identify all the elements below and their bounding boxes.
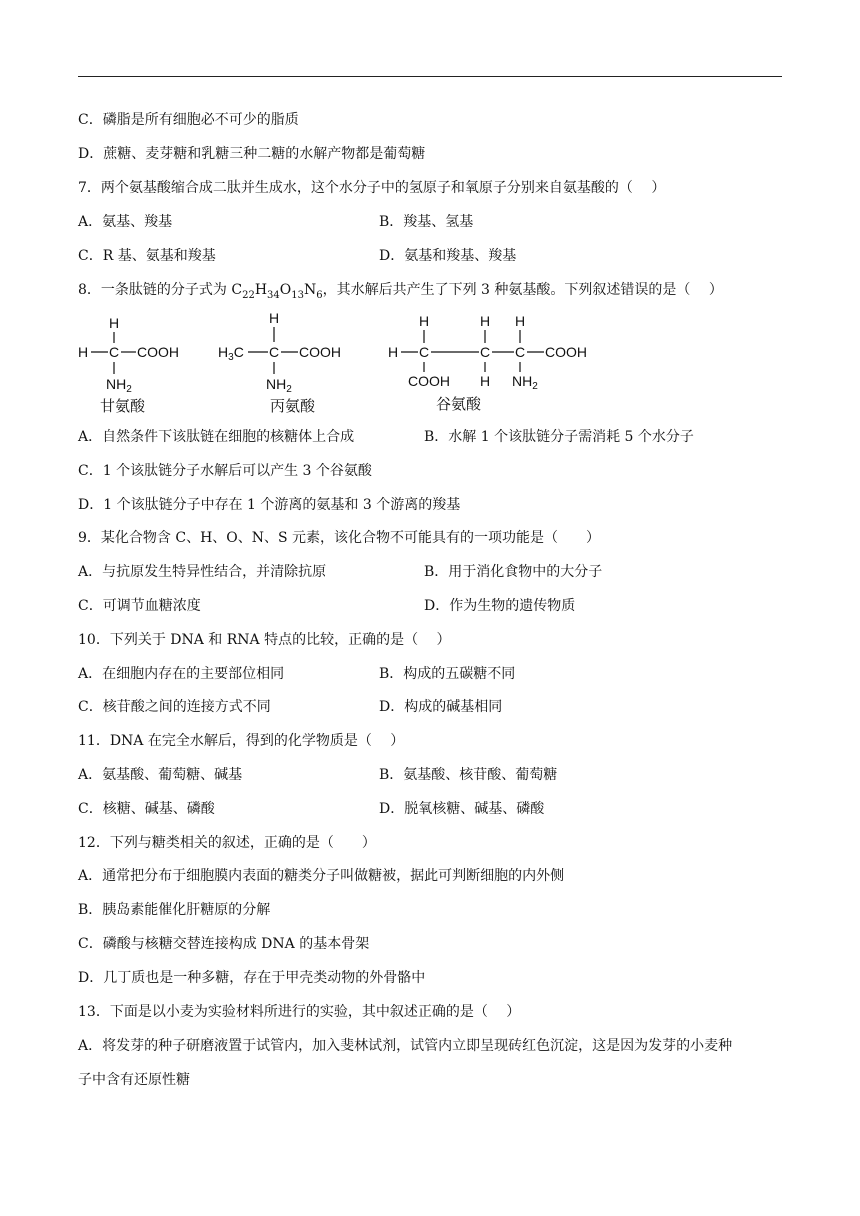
option-9b: B．用于消化食物中的大分子 xyxy=(424,564,603,580)
option-10b: B．构成的五碳糖不同 xyxy=(379,666,516,682)
option-6d: D．蔗糖、麦芽糖和乳糖三种二糖的水解产物都是葡萄糖 xyxy=(78,146,426,162)
glutamate-nh2: $NH_2$ xyxy=(512,373,538,392)
glycine-h-top: H xyxy=(109,315,120,331)
option-13a-line2: 子中含有还原性糖 xyxy=(78,1072,190,1088)
option-9c: C．可调节血糖浓度 xyxy=(78,598,201,614)
alanine-cooh: COOH xyxy=(299,344,341,360)
option-7b: B．羧基、氢基 xyxy=(379,214,474,230)
question-9: 9．某化合物含 C、H、O、N、S 元素，该化合物不可能具有的一项功能是（ ） xyxy=(78,530,601,546)
question-7: 7．两个氨基酸缩合成二肽并生成水，这个水分子中的氢原子和氧原子分别来自氨基酸的（ ） xyxy=(78,180,666,196)
option-12d: D．几丁质也是一种多糖，存在于甲壳类动物的外骨骼中 xyxy=(78,970,426,986)
glycine-h-left: H xyxy=(78,344,89,360)
question-12: 12．下列与糖类相关的叙述，正确的是（ ） xyxy=(78,835,376,851)
alanine-c: C xyxy=(269,344,280,360)
option-11d: D．脱氧核糖、碱基、磷酸 xyxy=(379,801,545,817)
option-8d: D．1 个该肽链分子中存在 1 个游离的氨基和 3 个游离的羧基 xyxy=(78,497,461,513)
option-11b: B．氨基酸、核苷酸、葡萄糖 xyxy=(379,767,558,783)
option-7a: A．氨基、羧基 xyxy=(78,214,173,230)
alanine-structure xyxy=(216,312,356,418)
glutamate-cooh-bottom: COOH xyxy=(408,373,450,389)
glutamate-h-left: H xyxy=(388,344,399,360)
glycine-c: C xyxy=(109,344,120,360)
glutamate-c1: C xyxy=(419,344,430,360)
glutamate-h-top-3: H xyxy=(515,313,526,329)
option-7d: D．氨基和羧基、羧基 xyxy=(379,248,517,264)
question-11: 11．DNA 在完全水解后，得到的化学物质是（ ） xyxy=(78,733,405,749)
glutamate-structure xyxy=(386,312,598,418)
option-12b: B．胰岛素能催化肝糖原的分解 xyxy=(78,902,271,918)
option-9a: A．与抗原发生特异性结合，并清除抗原 xyxy=(78,564,327,580)
glycine-nh2: $NH_2$ xyxy=(106,376,132,395)
option-6c: C．磷脂是所有细胞必不可少的脂质 xyxy=(78,112,299,128)
option-11c: C．核糖、碱基、磷酸 xyxy=(78,801,215,817)
glutamate-h-bottom: H xyxy=(480,373,491,389)
glutamate-h-top-1: H xyxy=(419,313,430,329)
option-10c: C．核苷酸之间的连接方式不同 xyxy=(78,699,271,715)
glutamate-c3: C xyxy=(515,344,526,360)
option-8a: A．自然条件下该肽链在细胞的核糖体上合成 xyxy=(78,429,355,445)
glutamate-c2: C xyxy=(480,344,491,360)
option-10a: A．在细胞内存在的主要部位相同 xyxy=(78,666,285,682)
option-8c: C．1 个该肽链分子水解后可以产生 3 个谷氨酸 xyxy=(78,463,372,479)
glycine-structure xyxy=(76,312,198,418)
question-8: 8．一条肽链的分子式为 $C_{22}H_{34}O_{13}N_6$，其水解后共产生了下列 3 种氨基酸。下列叙述错误的是（ ） xyxy=(78,282,723,301)
header-rule xyxy=(78,76,782,77)
option-11a: A．氨基酸、葡萄糖、碱基 xyxy=(78,767,243,783)
option-12a: A．通常把分布于细胞膜内表面的糖类分子叫做糖被，据此可判断细胞的内外侧 xyxy=(78,868,565,884)
option-12c: C．磷酸与核糖交替连接构成 DNA 的基本骨架 xyxy=(78,936,370,952)
glutamate-cooh-right: COOH xyxy=(545,344,587,360)
glutamate-label: 谷氨酸 xyxy=(436,395,482,413)
option-8b: B．水解 1 个该肽链分子需消耗 5 个水分子 xyxy=(424,429,694,445)
alanine-nh2: $NH_2$ xyxy=(266,376,292,395)
question-13: 13．下面是以小麦为实验材料所进行的实验，其中叙述正确的是（ ） xyxy=(78,1004,521,1020)
alanine-label: 丙氨酸 xyxy=(270,397,316,415)
alanine-h-top: H xyxy=(269,312,280,326)
option-13a-line1: A．将发芽的种子研磨液置于试管内，加入斐林试剂，试管内立即呈现砖红色沉淀，这是因为发芽的小麦种 xyxy=(78,1038,733,1054)
option-10d: D．构成的碱基相同 xyxy=(379,699,503,715)
option-9d: D．作为生物的遗传物质 xyxy=(424,598,576,614)
question-10: 10．下列关于 DNA 和 RNA 特点的比较，正确的是（ ） xyxy=(78,632,451,648)
alanine-h3c: $H_3C$ xyxy=(218,344,244,363)
option-7c: C．R 基、氨基和羧基 xyxy=(78,248,216,264)
glycine-label: 甘氨酸 xyxy=(100,397,146,415)
glycine-cooh: COOH xyxy=(137,344,179,360)
glutamate-h-top-2: H xyxy=(480,313,491,329)
